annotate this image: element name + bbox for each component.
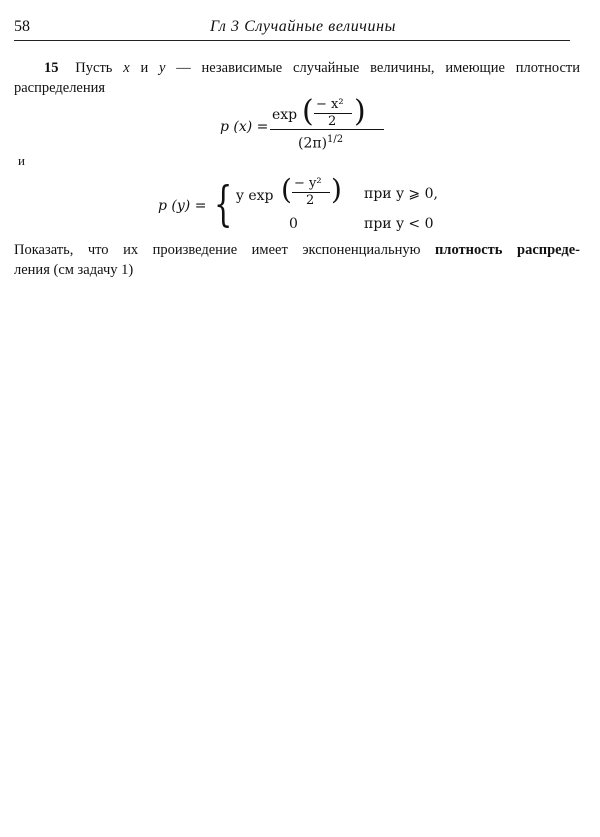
formula2-case2-condition: при y < 0 [364, 216, 434, 232]
problem-text-a: Пусть [75, 60, 113, 76]
conclusion-bold-1: плотность [434, 242, 503, 258]
running-title: Гл 3 Случайные величины [210, 18, 397, 35]
conclusion-text: Показать, что их произведение имеет экспоненциальную [14, 242, 421, 258]
problem-number: 15 [44, 60, 59, 76]
formula2-case2-value: 0 [289, 216, 298, 232]
formula2-left-brace: { [214, 176, 233, 232]
formula1-exp-label: exp [272, 107, 298, 123]
formula-p-x [220, 94, 390, 157]
formula1-right-paren: ) [354, 94, 366, 129]
problem-text-c: — независимые случайные величины, имеющие плотности [176, 60, 580, 76]
formula2-lhs: p (y) = [158, 198, 207, 214]
conclusion-line-1 [14, 240, 580, 260]
formula2-right-paren: ) [331, 173, 342, 206]
formula1-fraction-bar [270, 129, 384, 130]
formula1-inner-denominator: 2 [328, 114, 337, 129]
formula2-left-paren: ( [281, 173, 292, 206]
conclusion-bold-2: распреде- [517, 242, 581, 258]
formula1-inner-numerator: − x² [316, 97, 344, 112]
header-rule [14, 40, 570, 41]
formula-p-y [158, 172, 458, 240]
formula1-left-paren: ( [302, 94, 314, 129]
problem-line-2: распределения [14, 80, 106, 96]
var-y: y [159, 60, 166, 76]
problem-text-b: и [140, 60, 149, 76]
problem-line-1 [14, 58, 580, 78]
page-number: 58 [14, 18, 30, 35]
formula1-denominator-base: (2π) [298, 135, 328, 152]
formula2-case1-expression: y exp [236, 188, 274, 204]
page-header [14, 18, 570, 40]
var-x: x [123, 60, 130, 76]
conclusion-paragraph [14, 240, 580, 280]
formula2-case1-condition: при y ⩾ 0, [364, 186, 438, 202]
formula1-denominator-exponent: 1/2 [327, 134, 344, 145]
formula2-case-1 [236, 173, 346, 210]
formula2-inner-denominator: 2 [306, 193, 315, 208]
formula2-inner-numerator: − y² [294, 176, 322, 191]
conclusion-line-2: ления (см задачу 1) [14, 262, 134, 278]
formula1-denominator [298, 134, 343, 152]
and-word: и [18, 153, 25, 168]
problem-statement [14, 58, 580, 98]
formula1-lhs: p (x) = [220, 119, 269, 135]
